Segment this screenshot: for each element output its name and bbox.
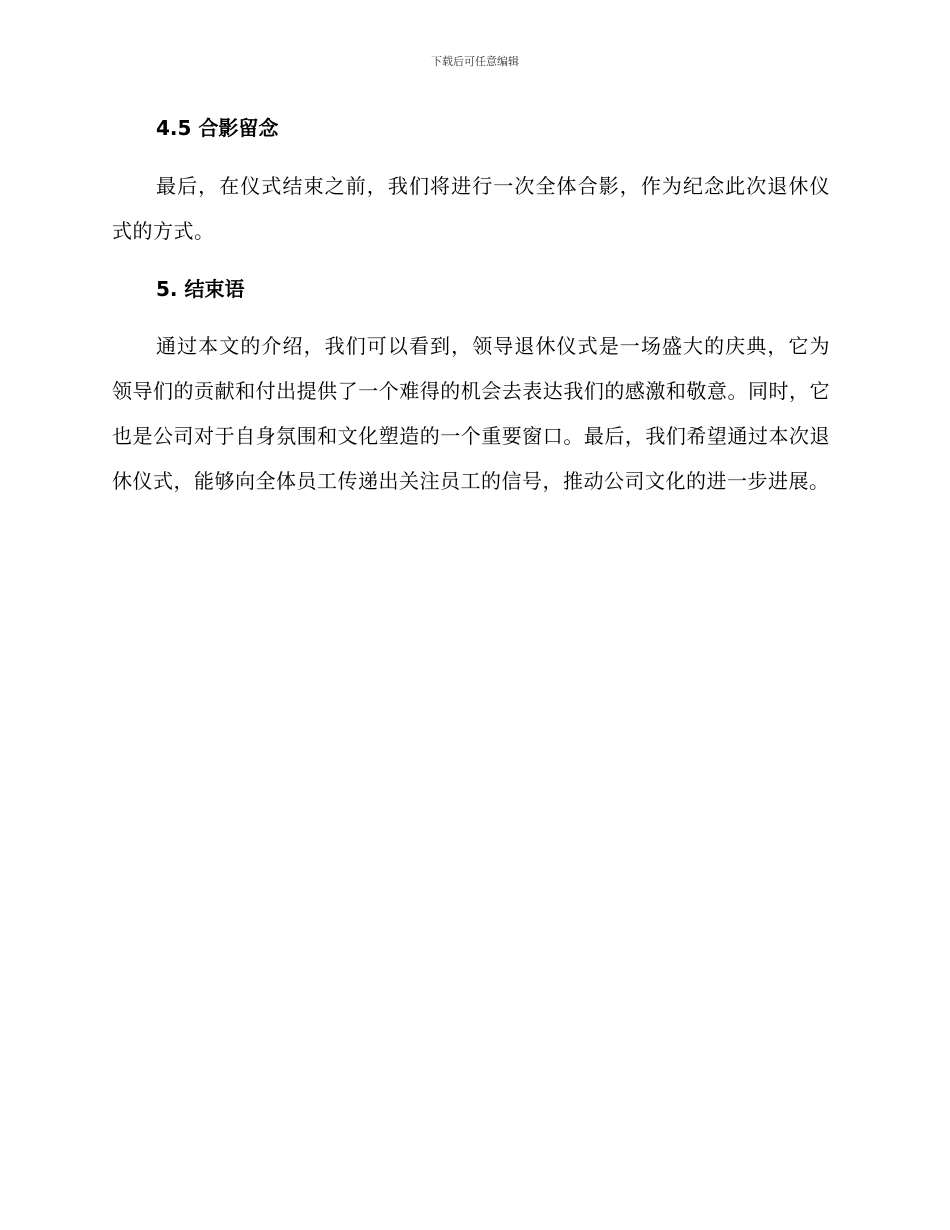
section-paragraph-conclusion: 通过本文的介绍，我们可以看到，领导退休仪式是一场盛大的庆典，它为领导们的贡献和付出提供了一个难得的机会去表达我们的感激和敬意。同时，它也是公司对于自身氛围和文化塑造的一个重要窗口。最后，我们希望通过本次退休仪式，能够向全体员工传递出关注员工的信号，推动公司文化的进一步进展。 bbox=[112, 334, 830, 493]
section-paragraph-photo: 最后，在仪式结束之前，我们将进行一次全体合影，作为纪念此次退休仪式的方式。 bbox=[112, 174, 830, 243]
page-header-note: 下载后可任意编辑 bbox=[431, 55, 519, 68]
section-heading-photo: 4.5 合影留念 bbox=[156, 116, 279, 140]
section-heading-conclusion: 5. 结束语 bbox=[156, 277, 245, 301]
